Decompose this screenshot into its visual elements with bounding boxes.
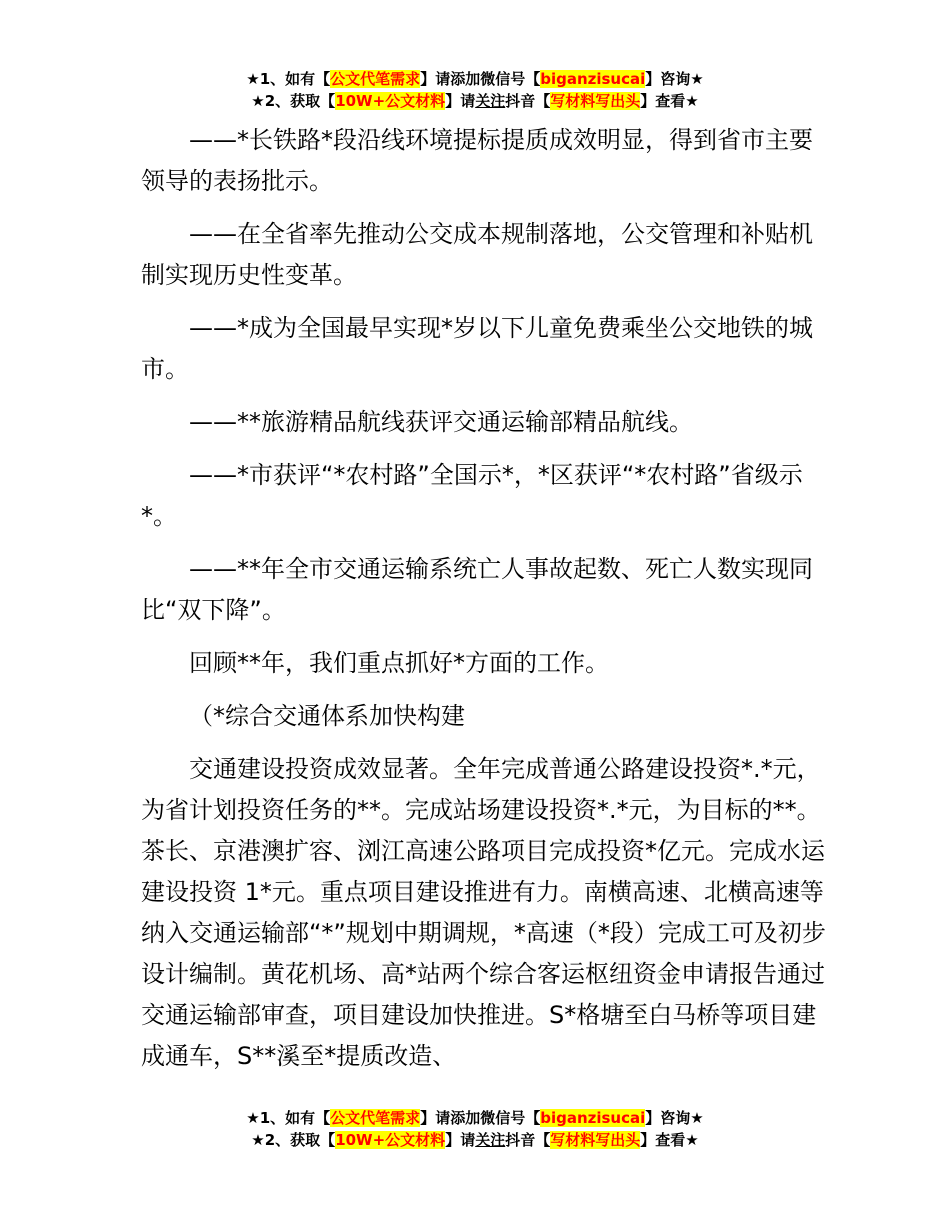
- document-body: [141, 120, 831, 1077]
- banner-highlight: 公文代笔需求: [330, 70, 421, 88]
- banner-text: ★2、获取【: [251, 1131, 336, 1149]
- paragraph: ——**旅游精品航线获评交通运输部精品航线。: [189, 408, 693, 436]
- banner-highlight: 写材料写出头: [550, 92, 641, 110]
- banner-text: 】请添加微信号【: [420, 1109, 541, 1127]
- banner-highlight: biganzisucai: [540, 70, 646, 88]
- header-banner: [0, 68, 950, 112]
- banner-text: ★2、获取【: [251, 92, 336, 110]
- banner-highlight: 10W+公文材料: [335, 92, 446, 110]
- banner-text: 抖音【: [505, 92, 551, 110]
- banner-text: ★1、如有【: [246, 1109, 331, 1127]
- banner-text: 】查看★: [640, 92, 699, 110]
- paragraph: 交通建设投资成效显著。全年完成普通公路建设投资*.*元，为省计划投资任务的**。完成站场建设投资*.*元，为目标的**。茶长、京港澳扩容、浏江高速公路项目完成投资*亿元。完成水运建设投资 1*元。重点项目建设推进有力。南横高速、北横高速等纳入交通运输部“*”规划中期调规，*高速（*段）完成工可及初步设计编制。黄花机场、高*站两个综合客运枢纽资金申请报告通过交通运输部审查，项目建设加快推进。S*格塘至白马桥等项目建成通车，S**溪至*提质改造、: [141, 755, 826, 1070]
- paragraph: ——在全省率先推动公交成本规制落地，公交管理和补贴机制实现历史性变革。: [141, 220, 813, 289]
- banner-line-1: [0, 1107, 950, 1129]
- banner-highlight: biganzisucai: [540, 1109, 646, 1127]
- footer-banner: [0, 1107, 950, 1151]
- banner-line-1: [0, 68, 950, 90]
- banner-text: 】咨询★: [645, 1109, 704, 1127]
- banner-highlight: 10W+公文材料: [335, 1131, 446, 1149]
- paragraph: 回顾**年，我们重点抓好*方面的工作。: [189, 649, 609, 677]
- banner-text: 】咨询★: [645, 70, 704, 88]
- banner-line-2: [0, 90, 950, 112]
- banner-highlight: 写材料写出头: [550, 1131, 641, 1149]
- banner-text: 】请添加微信号【: [420, 70, 541, 88]
- banner-underlined: 关注: [475, 1131, 506, 1149]
- banner-text: 】请: [445, 1131, 476, 1149]
- paragraph: ——*成为全国最早实现*岁以下儿童免费乘坐公交地铁的城市。: [141, 314, 813, 383]
- banner-underlined: 关注: [475, 92, 506, 110]
- paragraph: ——**年全市交通运输系统亡人事故起数、死亡人数实现同比“双下降”。: [141, 555, 813, 624]
- banner-text: 】查看★: [640, 1131, 699, 1149]
- banner-text: ★1、如有【: [246, 70, 331, 88]
- paragraph: ——*市获评“*农村路”全国示*，*区获评“*农村路”省级示*。: [141, 461, 803, 530]
- banner-highlight: 公文代笔需求: [330, 1109, 421, 1127]
- banner-text: 】请: [445, 92, 476, 110]
- banner-text: 抖音【: [505, 1131, 551, 1149]
- section-heading: （*综合交通体系加快构建: [189, 702, 465, 730]
- banner-line-2: [0, 1129, 950, 1151]
- paragraph: ——*长铁路*段沿线环境提标提质成效明显，得到省市主要领导的表扬批示。: [141, 126, 813, 195]
